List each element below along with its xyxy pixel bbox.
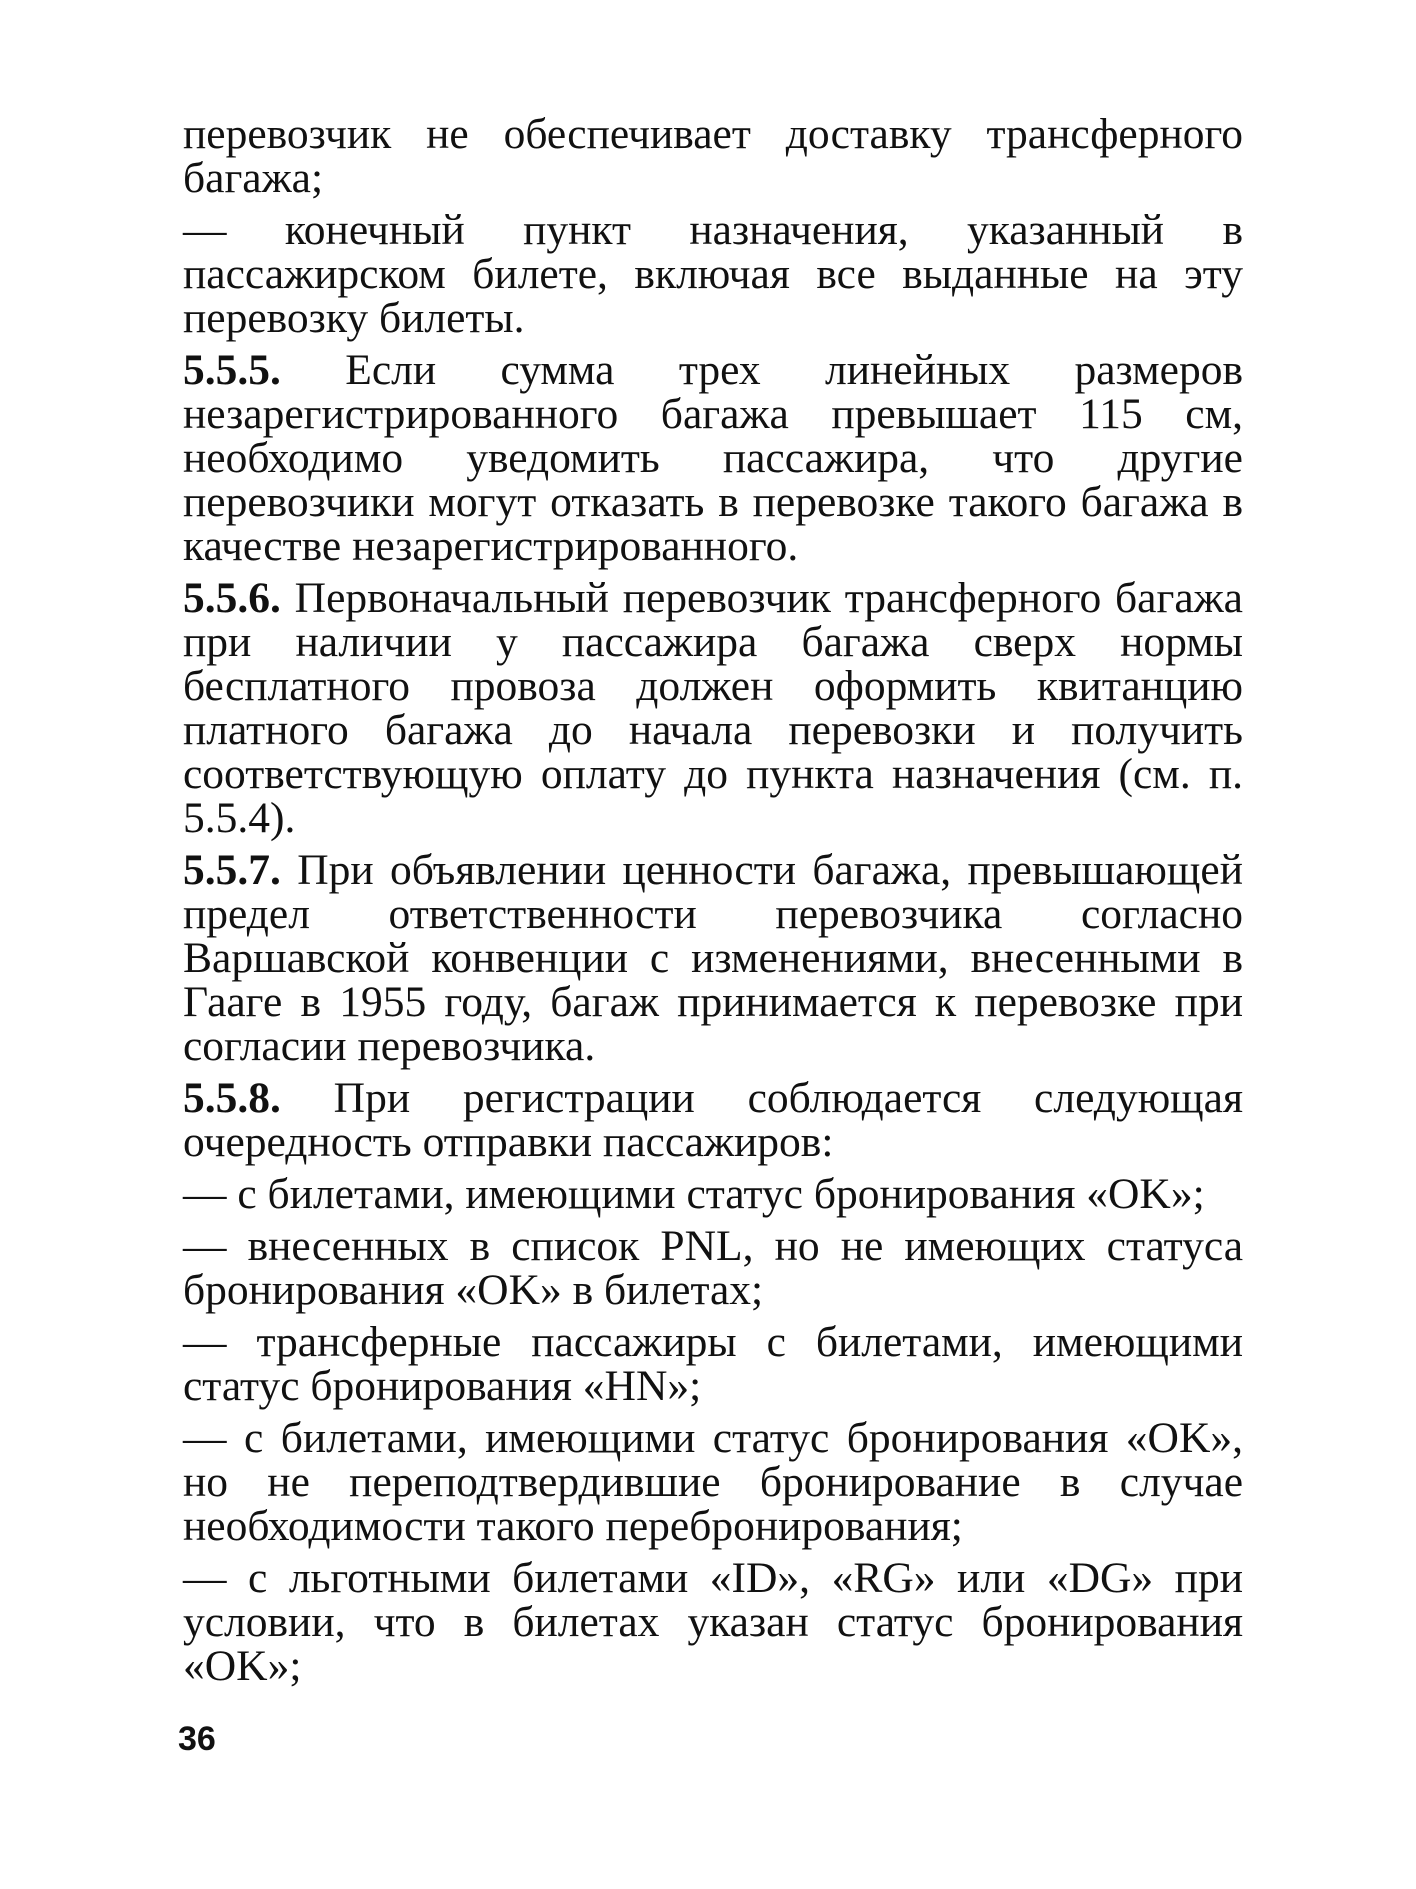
paragraph-text: — с льготными билетами «ID», «RG» или «DG» при условии, что в билетах указан статус бронирования «OK»; bbox=[183, 1554, 1243, 1690]
paragraph-text: — с билетами, имеющими статус бронирования «OK», но не переподтвердившие бронирование в случае необходимости такого перебронирования; bbox=[183, 1414, 1243, 1550]
list-item-transfer-hn bbox=[183, 1320, 1243, 1408]
section-number: 5.5.7. bbox=[183, 846, 281, 894]
paragraph-text: Первоначальный перевозчик трансферного багажа при наличии у пассажира багажа сверх нормы бесплатного провоза должен оформить квитанцию платного багажа до начала перевозки и получить соответствующую оплату до пункта назначения (см. п. 5.5.4). bbox=[183, 574, 1243, 842]
list-item-pnl bbox=[183, 1224, 1243, 1312]
paragraph-text: — внесенных в список PNL, но не имеющих статуса бронирования «OK» в билетах; bbox=[183, 1222, 1243, 1314]
paragraph-text: — с билетами, имеющими статус бронирования «OK»; bbox=[183, 1170, 1205, 1218]
page-number: 36 bbox=[178, 1720, 216, 1758]
section-number: 5.5.6. bbox=[183, 574, 281, 622]
paragraph-continuation bbox=[183, 112, 1243, 200]
section-5-5-8 bbox=[183, 1076, 1243, 1164]
paragraph-text: — трансферные пассажиры с билетами, имеющими статус бронирования «HN»; bbox=[183, 1318, 1243, 1410]
paragraph-text: Если сумма трех линейных размеров незарегистрированного багажа превышает 115 см, необходимо уведомить пассажира, что другие перевозчики могут отказать в перевозке такого багажа в качестве незарегистрированного. bbox=[183, 346, 1243, 570]
section-number: 5.5.5. bbox=[183, 346, 281, 394]
page-body bbox=[183, 112, 1243, 1696]
list-item-ok-status bbox=[183, 1172, 1243, 1216]
paragraph-text: При объявлении ценности багажа, превышающей предел ответственности перевозчика согласно Варшавской конвенции с изменениями, внесенными в Гааге в 1955 году, багаж принимается к перевозке при согласии перевозчика. bbox=[183, 846, 1243, 1070]
list-item-discount-tickets bbox=[183, 1556, 1243, 1688]
section-5-5-6 bbox=[183, 576, 1243, 840]
list-item-destination bbox=[183, 208, 1243, 340]
paragraph-text: При регистрации соблюдается следующая очередность отправки пассажиров: bbox=[183, 1074, 1243, 1166]
paragraph-text: перевозчик не обеспечивает доставку трансферного багажа; bbox=[183, 110, 1243, 202]
paragraph-text: — конечный пункт назначения, указанный в пассажирском билете, включая все выданные на эту перевозку билеты. bbox=[183, 206, 1243, 342]
list-item-not-reconfirmed bbox=[183, 1416, 1243, 1548]
section-number: 5.5.8. bbox=[183, 1074, 281, 1122]
section-5-5-5 bbox=[183, 348, 1243, 568]
section-5-5-7 bbox=[183, 848, 1243, 1068]
